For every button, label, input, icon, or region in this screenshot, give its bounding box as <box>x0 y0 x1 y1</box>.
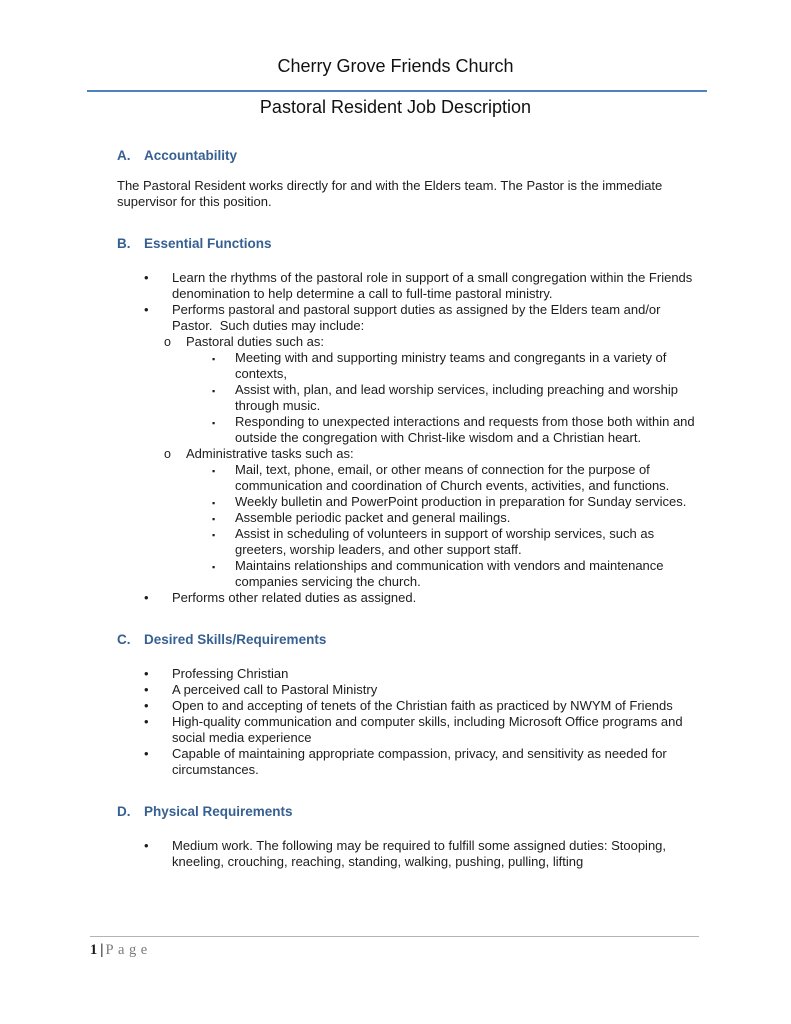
bullet-square-icon: ▪ <box>212 514 216 524</box>
list-item <box>117 682 695 698</box>
list-item <box>117 590 695 606</box>
section-items <box>117 838 695 870</box>
section-title-text: Accountability <box>144 148 238 163</box>
list-item-text: Medium work. The following may be required to fulfill some assigned duties: Stooping, kneeling, crouching, reaching, standing, walking, pushing, pulling, lifting <box>172 838 670 869</box>
bullet-disc-icon: • <box>144 270 149 285</box>
bullet-disc-icon: • <box>144 838 149 853</box>
bullet-disc-icon: • <box>144 682 149 697</box>
bullet-square-icon: ▪ <box>212 354 216 364</box>
list-item <box>117 510 695 526</box>
list-item-text: Responding to unexpected interactions and requests from those both within and outside the congregation with Christ-like wisdom and a Christian heart. <box>235 414 699 445</box>
page-footer <box>90 936 699 959</box>
list-item-text: A perceived call to Pastoral Ministry <box>172 682 378 697</box>
list-item-text: Mail, text, phone, email, or other means of connection for the purpose of communication and coordination of Church events, activities, and functions. <box>235 462 670 493</box>
list-item <box>117 350 695 382</box>
section-letter: B. <box>117 236 131 251</box>
bullet-square-icon: ▪ <box>212 466 216 476</box>
list-item <box>117 446 695 462</box>
section-title-text: Physical Requirements <box>144 804 293 819</box>
section-essential-functions <box>117 236 699 606</box>
list-item-text: Performs other related duties as assigned. <box>172 590 417 605</box>
bullet-disc-icon: • <box>144 666 149 681</box>
list-item-text: Learn the rhythms of the pastoral role in support of a small congregation within the Friends denomination to help determine a call to full-time pastoral ministry. <box>172 270 696 301</box>
bullet-disc-icon: • <box>144 746 149 761</box>
list-item <box>117 838 695 870</box>
section-letter: D. <box>117 804 131 819</box>
section-letter: C. <box>117 632 131 647</box>
bullet-disc-icon: • <box>144 302 149 317</box>
section-physical-requirements <box>117 804 695 870</box>
list-item-text: Performs pastoral and pastoral support duties as assigned by the Elders team and/or Pastor. Such duties may include: <box>172 302 665 333</box>
bullet-square-icon: ▪ <box>212 386 216 396</box>
list-item-text: Weekly bulletin and PowerPoint production in preparation for Sunday services. <box>235 494 687 509</box>
list-item <box>117 666 695 682</box>
page-number: 1 <box>90 942 98 958</box>
section-letter: A. <box>117 148 131 163</box>
list-item-text: High-quality communication and computer skills, including Microsoft Office programs and social media experience <box>172 714 687 745</box>
bullet-square-icon: ▪ <box>212 498 216 508</box>
list-item <box>117 558 695 590</box>
section-accountability <box>117 148 695 210</box>
section-heading <box>117 236 695 252</box>
list-item-text: Open to and accepting of tenets of the Christian faith as practiced by NWYM of Friends <box>172 698 673 713</box>
section-items <box>117 270 699 606</box>
bullet-square-icon: ▪ <box>212 530 216 540</box>
section-title-text: Essential Functions <box>144 236 272 251</box>
list-item <box>117 714 695 746</box>
list-item <box>117 270 695 302</box>
list-item-text: Assist with, plan, and lead worship services, including preaching and worship through music. <box>235 382 682 413</box>
list-item <box>117 494 695 510</box>
section-heading <box>117 632 695 648</box>
list-item <box>117 698 695 714</box>
document-subtitle: Pastoral Resident Job Description <box>259 97 532 117</box>
list-item-text: Assist in scheduling of volunteers in support of worship services, such as greeters, worship leaders, and other support staff. <box>235 526 658 557</box>
bullet-circle-icon: o <box>164 335 171 349</box>
list-item <box>117 302 695 334</box>
list-item <box>117 746 695 778</box>
list-item-text: Meeting with and supporting ministry teams and congregants in a variety of contexts, <box>235 350 671 381</box>
document-title: Cherry Grove Friends Church <box>277 56 514 76</box>
bullet-disc-icon: • <box>144 698 149 713</box>
page-label: Page <box>105 942 152 958</box>
title-divider <box>87 90 707 92</box>
bullet-disc-icon: • <box>144 590 149 605</box>
list-item <box>117 382 695 414</box>
list-item-text: Capable of maintaining appropriate compassion, privacy, and sensitivity as needed for circumstances. <box>172 746 671 777</box>
section-desired-skills-requirements <box>117 632 695 778</box>
section-paragraph: The Pastoral Resident works directly for and with the Elders team. The Pastor is the immediate supervisor for this position. <box>117 178 666 209</box>
list-item-text: Administrative tasks such as: <box>186 446 354 461</box>
list-item <box>117 462 695 494</box>
section-items <box>117 666 695 778</box>
bullet-square-icon: ▪ <box>212 418 216 428</box>
section-heading <box>117 804 695 820</box>
list-item <box>117 526 695 558</box>
bullet-circle-icon: o <box>164 447 171 461</box>
list-item <box>117 334 695 350</box>
footer-separator: | <box>100 942 104 958</box>
bullet-disc-icon: • <box>144 714 149 729</box>
document-sections <box>0 148 791 870</box>
list-item-text: Maintains relationships and communication with vendors and maintenance companies servicing the church. <box>235 558 668 589</box>
list-item <box>117 414 699 446</box>
list-item-text: Pastoral duties such as: <box>186 334 325 349</box>
list-item-text: Professing Christian <box>172 666 289 681</box>
list-item-text: Assemble periodic packet and general mailings. <box>235 510 511 525</box>
section-title-text: Desired Skills/Requirements <box>144 632 327 647</box>
section-heading <box>117 148 695 164</box>
bullet-square-icon: ▪ <box>212 562 216 572</box>
